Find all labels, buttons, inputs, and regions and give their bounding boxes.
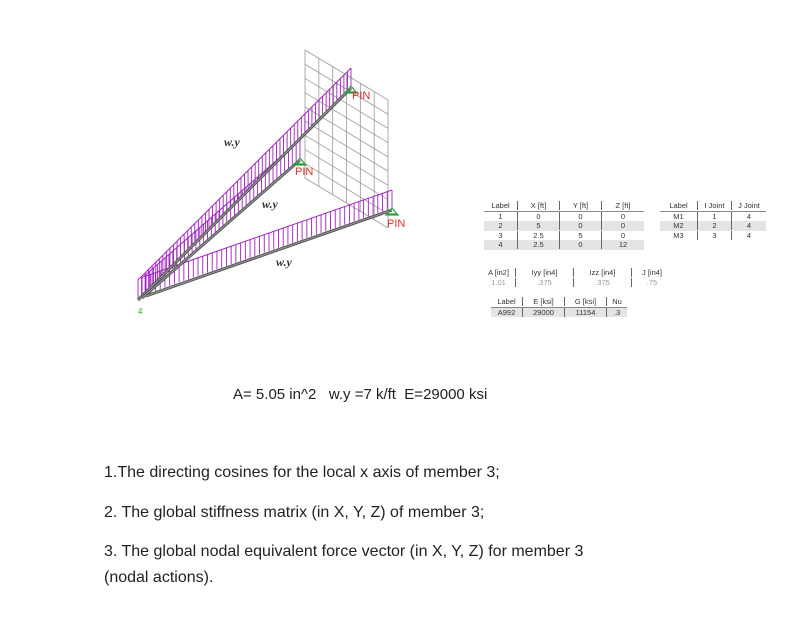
joint-z: 0: [620, 221, 626, 231]
member-3-highlight: [146, 210, 392, 296]
joint-label: 4: [484, 240, 518, 249]
joint-label: 1: [484, 212, 518, 221]
material-header-g: G [ksi]: [565, 297, 607, 306]
table-row: [660, 212, 766, 222]
pin-label-joint-2: PIN: [387, 218, 406, 230]
material-table: [491, 297, 627, 317]
question-1: 1.The directing cosines for the local x axis of member 3;: [104, 464, 500, 481]
table-row: [484, 221, 644, 231]
member-j-joint: 4: [746, 230, 752, 240]
member-2-highlight: [142, 160, 300, 298]
joint-y: 0: [560, 240, 602, 249]
section-izz: .375: [574, 278, 632, 287]
joint-y: 5: [560, 231, 602, 240]
table-row: [491, 308, 627, 318]
material-header-nu: Nu: [612, 297, 622, 307]
section-header-row: [482, 268, 672, 278]
joints-header-z: Z [ft]: [615, 201, 631, 211]
material-header-e: E [ksi]: [523, 297, 565, 306]
load-label-member-3: w.y: [276, 255, 292, 269]
material-header-label: Label: [491, 297, 523, 306]
given-values: A= 5.05 in^2 w.y =7 k/ft E=29000 ksi: [233, 386, 488, 403]
members-header-i-joint: I Joint: [698, 201, 732, 210]
table-row: [660, 221, 766, 231]
member-j-joint: 4: [746, 211, 752, 221]
joints-header-x: X [ft]: [518, 201, 560, 210]
joint-z: 0: [620, 230, 626, 240]
members-header-row: [660, 201, 766, 212]
members-table: [660, 201, 766, 240]
section-table: [482, 268, 672, 287]
reference-grid-plane: [305, 50, 388, 228]
members-header-label: Label: [660, 201, 698, 210]
joint-x: 0: [518, 212, 560, 221]
member-label: M1: [660, 212, 698, 221]
member-j-joint: 4: [746, 221, 752, 231]
pin-label-joint-3: PIN: [352, 90, 371, 102]
material-e: 29000: [523, 308, 565, 317]
load-label-member-1: w.y: [224, 135, 240, 149]
joint-x: 2.5: [518, 231, 560, 240]
table-row: [482, 278, 672, 288]
joint-y: 0: [560, 221, 602, 230]
question-3: 3. The global nodal equivalent force vector (in X, Y, Z) for member 3: [104, 543, 584, 560]
section-header-izz: Izz [in4]: [574, 268, 632, 277]
section-j: .75: [646, 277, 658, 287]
section-header-iyy: Iyy [in4]: [516, 268, 574, 277]
joint-y: 0: [560, 212, 602, 221]
joint-z: 0: [620, 211, 626, 221]
section-area: 1.01: [482, 278, 516, 287]
joint-label: 2: [484, 221, 518, 230]
joints-table: [484, 201, 644, 250]
members: [138, 88, 392, 300]
joints-header-row: [484, 201, 644, 212]
member-1-highlight: [138, 88, 351, 300]
table-row: [484, 212, 644, 222]
material-label: A992: [491, 308, 523, 317]
question-3-continued: (nodal actions).: [104, 569, 214, 586]
joints-header-label: Label: [484, 201, 518, 210]
member-i-joint: 1: [698, 212, 732, 221]
question-2: 2. The global stiffness matrix (in X, Y, Z) of member 3;: [104, 504, 485, 521]
member-i-joint: 3: [698, 231, 732, 240]
pin-label-joint-1: PIN: [295, 166, 314, 178]
joint-label: 3: [484, 231, 518, 240]
material-nu: .3: [613, 307, 621, 317]
material-header-row: [491, 297, 627, 308]
joint-x: 5: [518, 221, 560, 230]
load-label-member-2: w.y: [262, 197, 278, 211]
table-row: [660, 231, 766, 241]
node-label-4: 4: [138, 307, 143, 316]
members-header-j-joint: J Joint: [738, 201, 760, 211]
member-label: M3: [660, 231, 698, 240]
member-i-joint: 2: [698, 221, 732, 230]
section-header-a: A [in2]: [482, 268, 516, 277]
joints-header-y: Y [ft]: [560, 201, 602, 210]
joint-z: 12: [618, 240, 628, 250]
supports: [293, 86, 399, 215]
section-header-j: J [in4]: [641, 268, 662, 278]
material-g: 11154: [565, 308, 607, 317]
member-label: M2: [660, 221, 698, 230]
joint-x: 2.5: [518, 240, 560, 249]
section-iyy: .375: [516, 278, 574, 287]
table-row: [484, 240, 644, 250]
table-row: [484, 231, 644, 241]
